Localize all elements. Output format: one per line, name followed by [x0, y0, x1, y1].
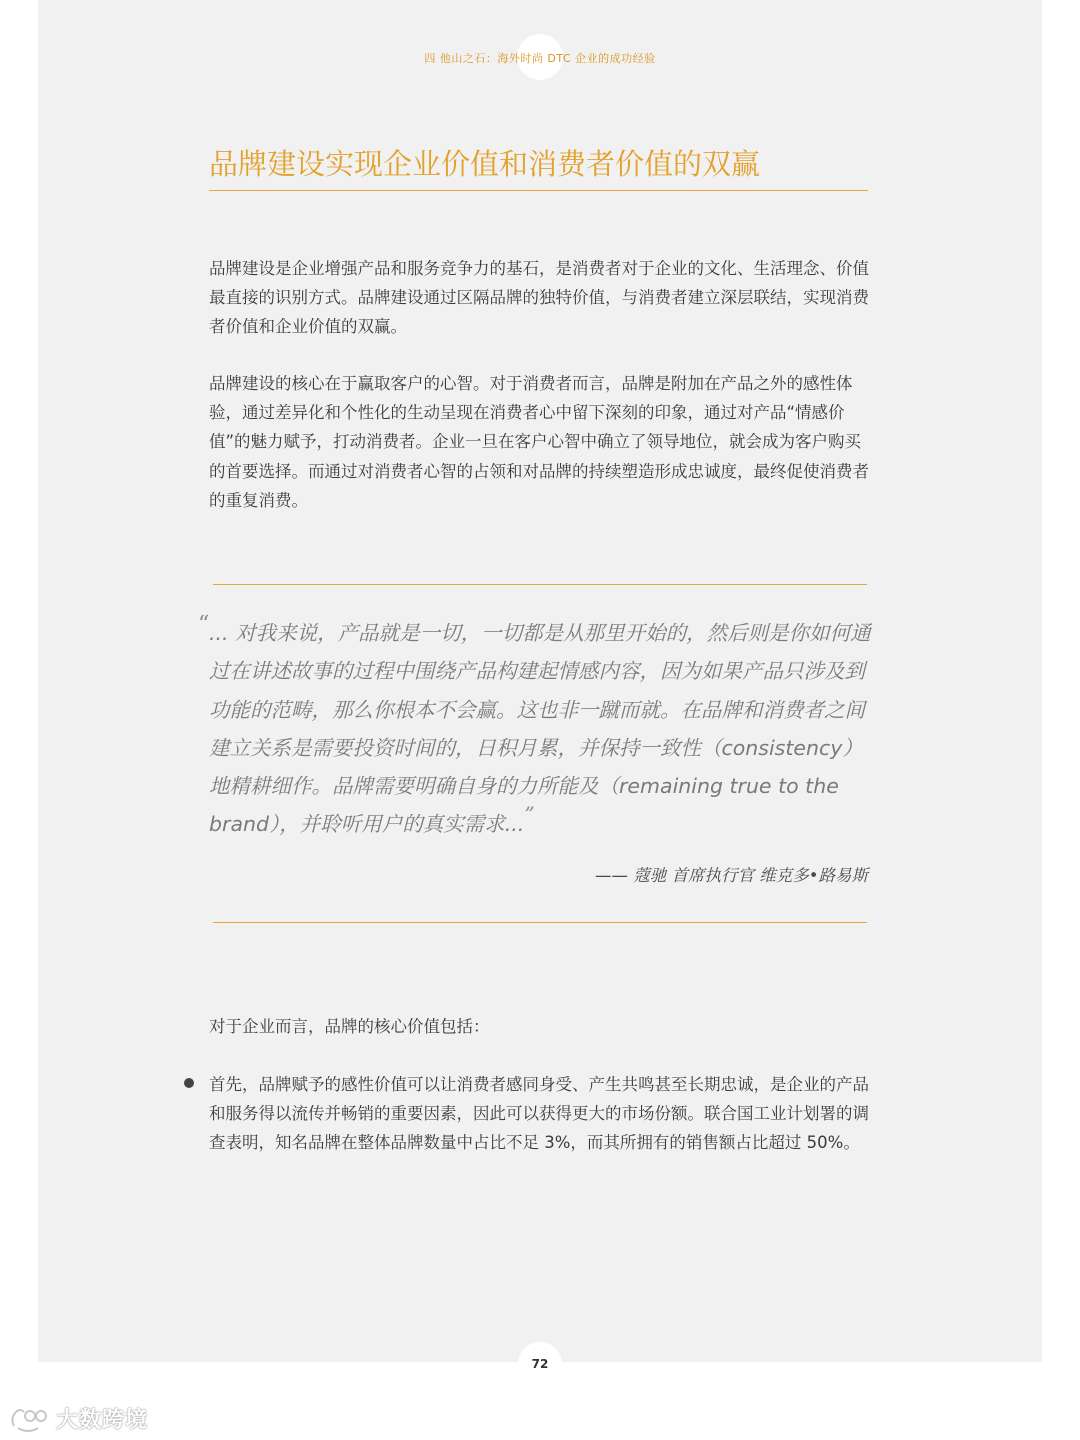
quote-open-mark: “ — [198, 612, 210, 637]
watermark-logo-icon — [8, 1404, 52, 1434]
quote-close-mark: ” — [524, 802, 535, 827]
pull-quote — [209, 614, 875, 844]
running-header: 四 他山之石：海外时尚 DTC 企业的成功经验 — [424, 52, 656, 65]
quote-divider-bottom — [213, 922, 867, 923]
body-paragraph-2: 品牌建设的核心在于赢取客户的心智。对于消费者而言，品牌是附加在产品之外的感性体验，通过差异化和个性化的生动呈现在消费者心中留下深刻的印象，通过对产品“情感价值”的魅力赋予，打动消费者。企业一旦在客户心智中确立了领导地位，就会成为客户购买的首要选择。而通过对消费者心智的占领和对品牌的持续塑造形成忠诚度，最终促使消费者的重复消费。 — [209, 374, 869, 510]
quote-divider-top — [213, 584, 867, 585]
watermark — [8, 1403, 148, 1434]
core-values-intro: 对于企业而言，品牌的核心价值包括： — [209, 1017, 490, 1036]
section-title: 品牌建设实现企业价值和消费者价值的双赢 — [209, 147, 761, 181]
body-paragraph-1: 品牌建设是企业增强产品和服务竞争力的基石，是消费者对于企业的文化、生活理念、价值最直接的识别方式。品牌建设通过区隔品牌的独特价值，与消费者建立深层联结，实现消费者价值和企业价值的双赢。 — [209, 259, 869, 337]
title-divider — [209, 190, 868, 191]
bullet-icon — [184, 1078, 194, 1088]
quote-attribution: —— 蔻驰 首席执行官 维克多•路易斯 — [595, 866, 868, 885]
watermark-text: 大数跨境 — [56, 1408, 149, 1433]
list-item: 首先，品牌赋予的感性价值可以让消费者感同身受、产生共鸣甚至长期忠诚，是企业的产品和服务得以流传并畅销的重要因素，因此可以获得更大的市场份额。联合国工业计划署的调查表明，知名品牌在整体品牌数量中占比不足 3%，而其所拥有的销售额占比超过 50%。 — [209, 1075, 869, 1153]
pull-quote-text: ... 对我来说，产品就是一切，一切都是从那里开始的，然后则是你如何通过在讲述故事的过程中围绕产品构建起情感内容，因为如果产品只涉及到功能的范畴，那么你根本不会赢。这也非一蹴而就。在品牌和消费者之间建立关系是需要投资时间的，日积月累，并保持一致性（consistency）地精耕细作。品牌需要明确自身的力所能及（remaining true to the brand），并聆听用户的真实需求... — [209, 621, 871, 837]
page-number: 72 — [531, 1357, 549, 1371]
